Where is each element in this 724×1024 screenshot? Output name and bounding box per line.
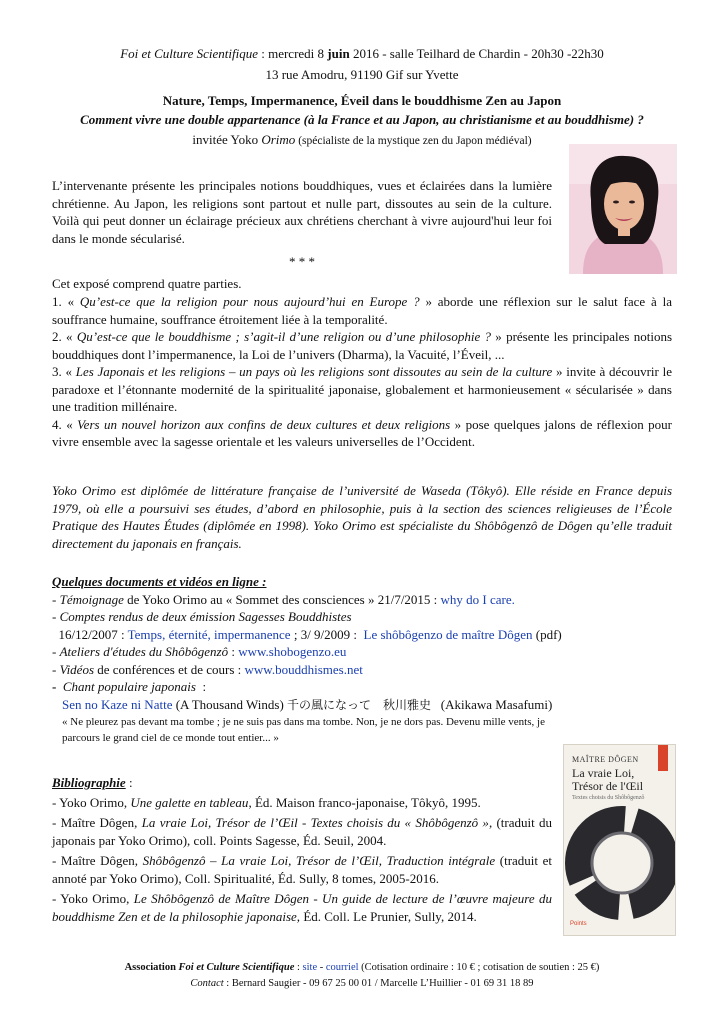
song-japanese-title: 千の風になって 秋川雅史: [287, 697, 432, 712]
biblio-details: Éd. Coll. Le Prunier, Sully, 2014.: [300, 908, 477, 924]
doc-line-ateliers: [52, 643, 672, 661]
book-subtitle: Textes choisis du Shôbôgenzô: [572, 795, 645, 801]
bullet: -: [52, 644, 60, 659]
doc-line-reports-links: [52, 626, 672, 644]
guest-name: Orimo: [261, 132, 296, 147]
sen-no-kaze-link[interactable]: Sen no Kaze ni Natte: [62, 696, 173, 712]
biblio-title: Le Shôbôgenzô de Maître Dôgen - Un guide de lecture de l’œuvre majeure du bouddhisme Zen et de la philosophie japonaise,: [52, 891, 552, 924]
footer-org-name: Foi et Culture Scientifique: [178, 962, 295, 973]
page-subtitle: Comment vivre une double appartenance (à la France et au Japon, au christianisme et au bouddhisme) ?: [80, 112, 644, 127]
part-number: 2. «: [52, 329, 77, 344]
part-number: 3. «: [52, 364, 76, 379]
book-cover: [563, 744, 676, 936]
doc-line-videos: [52, 661, 672, 679]
biblio-author: - Maître Dôgen,: [52, 853, 143, 868]
date-rest: 2016 - salle Teilhard de Chardin - 20h30 -22h30: [349, 46, 604, 61]
doc-date: 16/12/2007 :: [52, 626, 128, 642]
footer-sep: :: [294, 962, 303, 973]
contact-label: Contact: [190, 978, 224, 989]
part-title: Qu’est-ce que la religion pour nous aujourd’hui en Europe ?: [79, 294, 420, 309]
speaker-bio: Yoko Orimo est diplômée de littérature française de l’université de Waseda (Tôkyô). Elle réside en France depuis 1979, où elle a poursuivi ses études, d’abord en philosophie, puis à la section des sciences religieuses de l’École Pratique des Hautes Études (diplômée en 1998). Yoko Orimo est spécialiste du Shôbôgenzô de Dôgen qu’elle traduit directement du japonais en français.: [52, 483, 672, 551]
site-link[interactable]: site: [302, 962, 318, 973]
parts-list: [52, 293, 672, 451]
shobogenzo-pdf-link[interactable]: Le shôbôgenzo de maître Dôgen: [363, 626, 533, 642]
biblio-author: - Yoko Orimo,: [52, 891, 134, 906]
biblio-item: [52, 814, 552, 849]
bullet: -: [52, 661, 60, 677]
footer-contact: [30, 976, 694, 991]
part-item: [52, 293, 672, 328]
book-title: La vraie Loi, Trésor de l'Œil: [572, 766, 644, 793]
doc-date: ; 3/ 9/2009 :: [290, 626, 364, 642]
biblio-item: [52, 890, 552, 925]
book-publisher: Points: [570, 921, 587, 927]
bullet: -: [52, 591, 60, 607]
bibliography-heading: Bibliographie: [52, 775, 126, 790]
bibliography-heading-line: [52, 774, 552, 792]
part-text: » présente les principales notions bouddhiques dont l’impermanence, la Loi de l’univers (Dharma), la Vacuité, l’Éveil, ...: [52, 329, 673, 362]
part-title: Vers un nouvel horizon aux confins de deux cultures et deux religions: [77, 416, 451, 432]
section-separator: * * *: [289, 254, 315, 269]
biblio-author: - Maître Dôgen,: [52, 815, 142, 830]
doc-line-song: [52, 678, 672, 696]
bibliography-section: [52, 774, 552, 925]
intro-paragraph: L’intervenante présente les principales notions bouddhiques, vues et éclairées dans la lumière chrétienne. Au Japon, les religions sont partout et nulle part, dissoutes au sein de la culture. Voilà qui peut donner un éclairage précieux aux chrétiens cherchant à vivre aujourd'hui leur foi dans le monde sécularisé.: [52, 178, 552, 246]
courriel-link[interactable]: courriel: [325, 962, 359, 973]
contact-text: : Bernard Saugier - 09 67 25 00 01 / Marcelle L’Huillier - 01 69 31 18 89: [223, 978, 534, 989]
date-month: juin: [327, 46, 350, 61]
guest-desc: (spécialiste de la mystique zen du Japon médiéval): [295, 135, 532, 147]
date-prefix: : mercredi 8: [257, 46, 328, 61]
footer-sep: -: [317, 962, 326, 973]
part-title: Qu’est-ce que le bouddhisme ; s’agit-il d’une religion ou d’une philosophie ?: [76, 329, 492, 344]
guest-prefix: invitée Yoko: [192, 132, 262, 147]
song-quote: « Ne pleurez pas devant ma tombe ; je ne suis pas dans ma tombe. Non, je ne dors pas. Devenu mille vents, je parcours le grand ciel de ce monde tout entier... »: [62, 716, 545, 744]
biblio-details: , (traduit du japonais par Yoko Orimo), coll. Points Sagesse, Éd. Seuil, 2004.: [52, 815, 552, 848]
biblio-title: Une galette en tableau: [130, 794, 249, 810]
event-address: 13 rue Amodru, 91190 Gif sur Yvette: [265, 67, 459, 82]
song-author: (Akikawa Masafumi): [431, 696, 553, 712]
biblio-details: (traduit et annoté par Yoko Orimo), Coll. Spiritualité, Éd. Sully, 8 tomes, 2005-2016.: [52, 853, 552, 886]
doc-text: :: [228, 644, 239, 659]
doc-text: de Yoko Orimo au « Sommet des consciences » 21/7/2015 :: [123, 591, 441, 607]
biblio-item: [52, 852, 552, 887]
part-item: [52, 328, 672, 363]
speaker-photo: [569, 144, 677, 274]
doc-label: Vidéos: [59, 661, 95, 677]
doc-label: Témoignage: [59, 591, 124, 607]
page-title: Nature, Temps, Impermanence, Éveil dans le bouddhisme Zen au Japon: [162, 93, 562, 108]
biblio-title: La vraie Loi, Trésor de l’Œil - Textes choisis du « Shôbôgenzô »: [141, 815, 489, 830]
part-number: 1. «: [52, 294, 80, 309]
speaker-portrait-image: [569, 144, 677, 274]
part-text: » invite à découvrir le paradoxe et l’étonnante modernité de la spiritualité japonaise, globalement et harmonieusement « sécularisée » dans une tradition millénaire.: [52, 364, 672, 414]
doc-line-testimony: [52, 591, 672, 609]
documents-section: [52, 573, 672, 746]
part-title: Les Japonais et les religions – un pays où les religions sont dissoutes au sein de la culture: [75, 364, 553, 379]
doc-line-reports: - Comptes rendus de deux émission Sagesses Bouddhistes: [52, 609, 352, 624]
doc-label: Chant populaire japonais: [56, 679, 196, 694]
book-ink-circle-image: [564, 805, 675, 925]
heading-colon: :: [125, 775, 133, 790]
footer-label: Association: [124, 962, 179, 973]
bullet: -: [52, 679, 57, 694]
song-english-title: (A Thousand Winds): [172, 696, 288, 712]
doc-text: :: [195, 679, 207, 694]
footer-cotisation: (Cotisation ordinaire : 10 € ; cotisation de soutien : 25 €): [358, 962, 600, 973]
song-line: [52, 696, 672, 715]
documents-heading: Quelques documents et vidéos en ligne :: [52, 574, 267, 589]
biblio-title: Shôbôgenzô – La vraie Loi, Trésor de l’Œil, Traduction intégrale: [142, 853, 496, 868]
doc-text: de conférences et de cours :: [94, 661, 245, 677]
part-text: » pose quelques jalons de réflexion pour vivre ensemble avec la sagesse orientale et les valeurs universelles de l’Occident.: [52, 416, 673, 449]
biblio-item: [52, 794, 552, 812]
biblio-author: - Yoko Orimo,: [52, 794, 131, 810]
doc-text: (pdf): [532, 626, 562, 642]
event-header: [60, 45, 664, 63]
shobogenzo-eu-link[interactable]: www.shobogenzo.eu: [238, 644, 347, 659]
parts-intro: Cet exposé comprend quatre parties.: [52, 276, 242, 291]
footer-association: [30, 960, 694, 975]
part-item: [52, 363, 672, 416]
why-do-i-care-link[interactable]: why do I care.: [440, 591, 515, 607]
temps-eternite-link[interactable]: Temps, éternité, impermanence: [127, 626, 291, 642]
book-author: MAÎTRE DÔGEN: [572, 755, 639, 764]
part-item: [52, 416, 672, 451]
part-number: 4. «: [52, 416, 78, 432]
org-name: Foi et Culture Scientifique: [120, 46, 258, 61]
bouddhismes-net-link[interactable]: www.bouddhismes.net: [244, 661, 363, 677]
doc-label: Ateliers d'études du Shôbôgenzô: [59, 644, 229, 659]
part-text: » aborde une réflexion sur le salut face à la souffrance humaine, souffrance étroitement liée à la temporalité.: [52, 294, 672, 327]
biblio-details: , Éd. Maison franco-japonaise, Tôkyô, 1995.: [248, 794, 481, 810]
